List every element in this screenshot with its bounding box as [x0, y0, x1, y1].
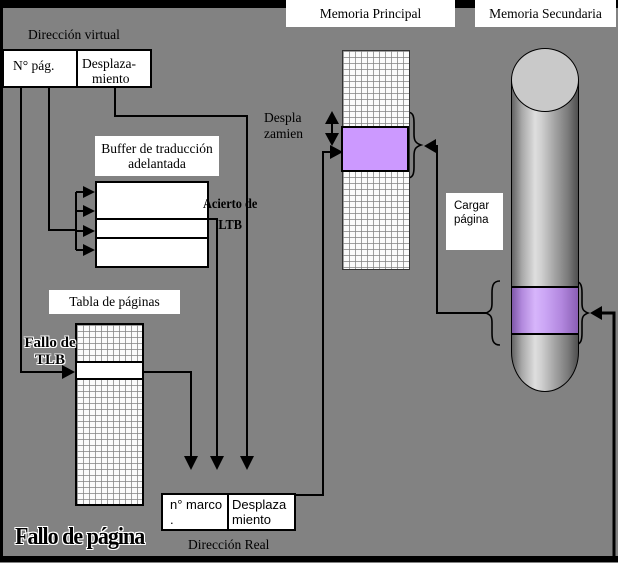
real-address-divider [227, 495, 229, 529]
tlb-hit-label-line1: Acierto de [202, 197, 258, 212]
tlb-title-line2: adelantada [128, 156, 186, 171]
main-memory-title: Memoria Principal [319, 6, 422, 21]
line-page-table-to-real-address [143, 372, 191, 457]
tlb-miss-label [12, 335, 88, 369]
line-tlb-hit-to-real-address [209, 219, 217, 457]
disk-cylinder-top [511, 48, 579, 112]
main-memory-offset-label-line1: Despla [264, 110, 302, 125]
load-page-label-line1: Cargar [454, 200, 490, 212]
tlb-box [95, 181, 209, 268]
tlb-row-divider-1 [97, 218, 207, 220]
offset-double-arrow-down [325, 133, 339, 146]
line-page-number-to-tlb [49, 88, 76, 230]
tlb-hit-label [202, 197, 258, 233]
real-offset-cell-line2: miento [232, 512, 272, 527]
tlb-row-divider-2 [97, 237, 207, 239]
line-real-address-to-main-memory [296, 152, 330, 495]
offset-double-arrow-up [325, 111, 339, 124]
disk-brace-left [486, 281, 500, 345]
real-offset-cell-line1: Desplaza [232, 497, 287, 512]
virtual-address-divider [76, 51, 78, 86]
frame-number-cell-line1: n° marco [170, 497, 223, 512]
arrow-into-disk-block [590, 306, 602, 320]
real-address-label: Dirección Real [188, 537, 270, 552]
real-address-box [161, 493, 296, 531]
arrow-tlb-in-1 [83, 186, 95, 198]
load-page-label-box [446, 193, 503, 250]
offset-cell-line2: miento [92, 71, 130, 86]
secondary-memory-title-box [475, 0, 616, 27]
main-memory-title-box [286, 0, 455, 27]
virtual-address-label: Dirección virtual [28, 27, 120, 42]
tlb-title-line1: Buffer de traducción [101, 141, 213, 156]
load-page-label-line2: página [454, 214, 489, 226]
main-memory-offset-label-line2: zamien [264, 126, 303, 141]
tlb-hit-label-line2: LTB [218, 218, 242, 233]
line-page-fault-to-disk [602, 313, 614, 557]
main-memory-page-frame [341, 126, 409, 172]
disk-cylinder-body [511, 79, 579, 392]
tlb-miss-label-line1: Fallo de [24, 335, 76, 351]
arrow-offset-down [240, 456, 254, 470]
page-table-title-box [49, 290, 180, 314]
tlb-miss-label-line2: TLB [34, 352, 65, 368]
arrow-tlb-hit-down [210, 456, 224, 470]
page-number-cell: N° pág. [13, 58, 55, 73]
arrow-tlb-in-3 [83, 225, 95, 237]
virtual-address-box [2, 49, 152, 88]
arrow-tlb-in-2 [83, 205, 95, 217]
arrow-load-page [424, 139, 436, 153]
arrow-tlb-in-4 [83, 244, 95, 256]
page-table-title: Tabla de páginas [69, 294, 160, 309]
secondary-memory-title: Memoria Secundaria [489, 6, 602, 21]
tlb-title-box [95, 136, 219, 176]
disk-page-block [512, 286, 578, 335]
offset-cell-line1: Desplaza- [82, 56, 136, 71]
main-memory-offset-label [264, 110, 303, 142]
page-fault-label: Fallo de página [15, 522, 145, 550]
arrow-page-table-down [184, 456, 198, 470]
frame-number-cell-line2: . [170, 512, 174, 527]
